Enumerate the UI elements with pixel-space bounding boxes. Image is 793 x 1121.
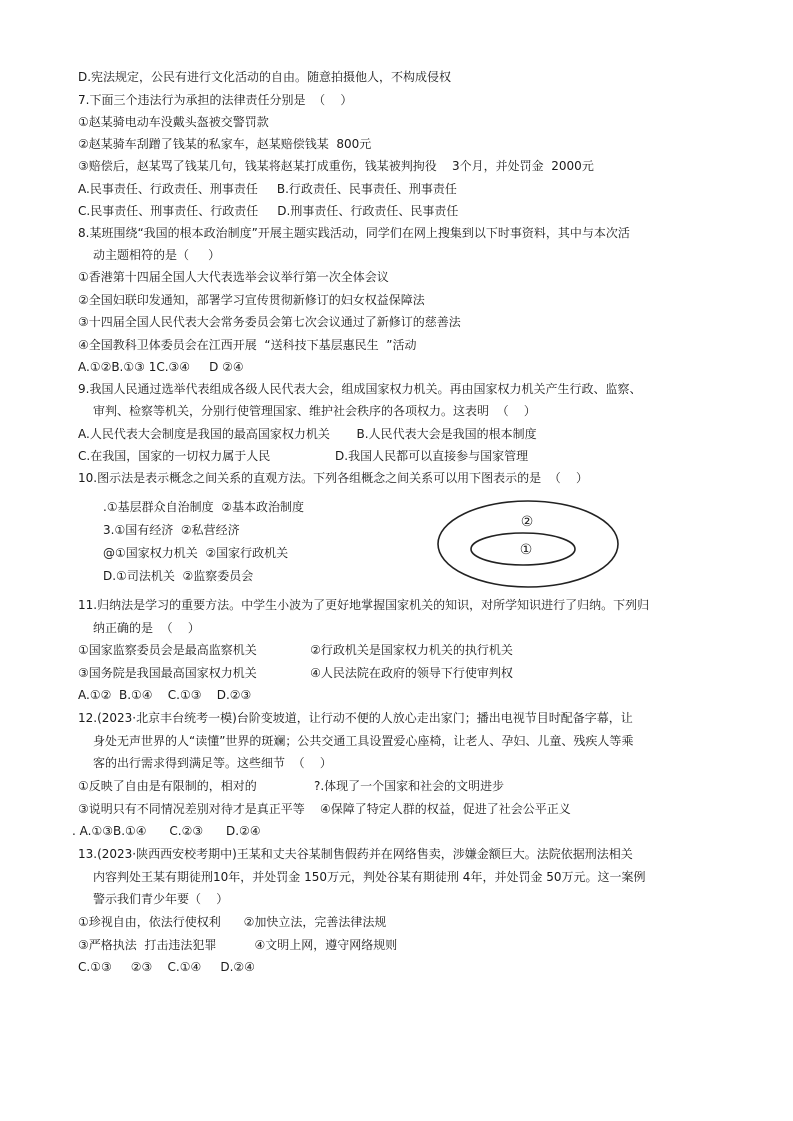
q9-options-ab: A.人民代表大会制度是我国的最高国家权力机关 B.人民代表大会是我国的根本制度 xyxy=(78,427,537,441)
q7-item-2: ②赵某骑车刮蹭了钱某的私家车，赵某赔偿钱某 800元 xyxy=(78,137,372,151)
q9-stem: 9.我国人民通过选举代表组成各级人民代表大会，组成国家权力机关。再由国家权力机关产生行政、监察、 xyxy=(78,382,642,396)
q8-options: A.①②B.①③ 1C.③④ D ②④ xyxy=(78,360,244,374)
q9-stem-cont: 审判、检察等机关，分别行使管理国家、维护社会秩序的各项权力。这表明 （ ） xyxy=(93,404,536,418)
q12-options: . A.①③B.①④ C.②③ D.②④ xyxy=(72,824,261,838)
concept-diagram xyxy=(436,498,620,590)
q10-option-b: 3.①国有经济 ②私营经济 xyxy=(103,523,240,537)
q8-item-1: ①香港第十四届全国人大代表选举会议举行第一次全体会议 xyxy=(78,270,389,284)
q12-stem-cont-1: 身处无声世界的人“读懂”世界的斑斓；公共交通工具设置爱心座椅，让老人、孕妇、儿童、残疾人等乘 xyxy=(93,734,634,748)
q12-stem: 12.(2023·北京丰台统考一模)台阶变坡道，让行动不便的人放心走出家门；播出电视节目时配备字幕，让 xyxy=(78,711,633,725)
q11-stem: 11.归纳法是学习的重要方法。中学生小波为了更好地掌握国家机关的知识，对所学知识进行了归纳。下列归 xyxy=(78,598,650,612)
q8-item-3: ③十四届全国人民代表大会常务委员会第七次会议通过了新修订的慈善法 xyxy=(78,315,461,329)
q13-stem: 13.(2023·陕西西安校考期中)王某和丈夫谷某制售假药并在网络售卖，涉嫌金额巨大。法院依据刑法相关 xyxy=(78,847,633,861)
q10-option-c: @①国家权力机关 ②国家行政机关 xyxy=(103,546,289,560)
q12-items-34: ③说明只有不同情况差别对待才是真正平等 ④保障了特定人群的权益，促进了社会公平正义 xyxy=(78,802,571,816)
inner-label: ① xyxy=(519,542,533,558)
q10-option-a: .①基层群众自治制度 ②基本政治制度 xyxy=(103,500,304,514)
q7-item-1: ①赵某骑电动车没戴头盔被交警罚款 xyxy=(78,115,269,129)
q11-stem-cont: 纳正确的是 （ ） xyxy=(93,621,200,635)
q9-options-cd: C.在我国，国家的一切权力属于人民 D.我国人民都可以直接参与国家管理 xyxy=(78,449,529,463)
q7-options-cd: C.民事责任、刑事责任、行政责任 D.刑事责任、行政责任、民事责任 xyxy=(78,204,459,218)
q13-items-34: ③严格执法 打击违法犯罪 ④文明上网，遵守网络规则 xyxy=(78,938,398,952)
q7-options-ab: A.民事责任、行政责任、刑事责任 B.行政责任、民事责任、刑事责任 xyxy=(78,182,457,196)
q11-items-12: ①国家监察委员会是最高监察机关 ②行政机关是国家权力机关的执行机关 xyxy=(78,643,513,657)
q13-items-12: ①珍视自由，依法行使权利 ②加快立法，完善法律法规 xyxy=(78,915,387,929)
q12-stem-cont-2: 客的出行需求得到满足等。这些细节 （ ） xyxy=(93,756,332,770)
q7-stem: 7.下面三个违法行为承担的法律责任分别是 （ ） xyxy=(78,93,353,107)
q12-items-12: ①反映了自由是有限制的，相对的 ?.体现了一个国家和社会的文明进步 xyxy=(78,779,505,793)
q6-option-d: D.宪法规定，公民有进行文化活动的自由。随意拍摄他人，不构成侵权 xyxy=(78,70,452,84)
q11-items-34: ③国务院是我国最高国家权力机关 ④人民法院在政府的领导下行使审判权 xyxy=(78,666,513,680)
q13-options: C.①③ ②③ C.①④ D.②④ xyxy=(78,960,255,974)
q8-stem-cont: 动主题相符的是（ ） xyxy=(93,248,221,262)
q13-stem-cont-2: 警示我们青少年要（ ） xyxy=(93,892,229,906)
q8-item-4: ④全国教科卫体委员会在江西开展 “送科技下基层惠民生 ”活动 xyxy=(78,338,417,352)
q8-item-2: ②全国妇联印发通知，部署学习宣传贯彻新修订的妇女权益保障法 xyxy=(78,293,425,307)
q8-stem: 8.某班围绕“我国的根本政治制度”开展主题实践活动，同学们在网上搜集到以下时事资料，其中与本次活 xyxy=(78,226,630,240)
q11-options: A.①② B.①④ C.①③ D.②③ xyxy=(78,688,252,702)
q7-item-3: ③赔偿后，赵某骂了钱某几句，钱某将赵某打成重伤，钱某被判拘役 3个月，并处罚金 2000元 xyxy=(78,159,594,173)
q13-stem-cont-1: 内容判处王某有期徒刑10年，并处罚金 150万元，判处谷某有期徒刑 4年，并处罚金 50万元。这一案例 xyxy=(93,870,646,884)
q10-stem: 10.图示法是表示概念之间关系的直观方法。下列各组概念之间关系可以用下图表示的是 （ ） xyxy=(78,471,588,485)
q10-option-d: D.①司法机关 ②监察委员会 xyxy=(103,569,254,583)
outer-label: ② xyxy=(520,514,534,530)
